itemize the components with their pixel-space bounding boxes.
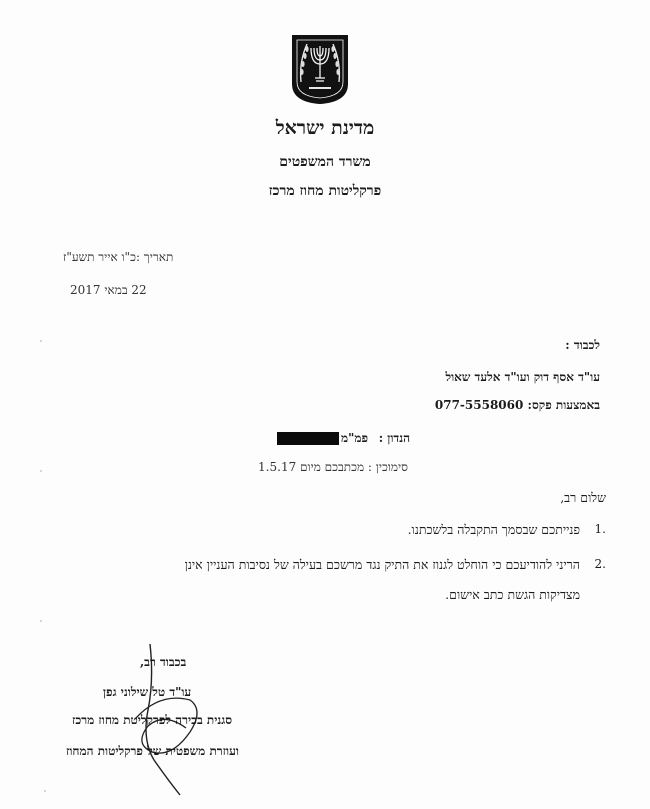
signatory-name: עו"ד טל שילוני גפן <box>103 685 192 699</box>
office-title: פרקליטות מחוז מרכז <box>268 183 382 199</box>
closing: בכבוד רב, <box>140 655 187 669</box>
greeting: שלום רב, <box>560 490 606 505</box>
case-prefix-line <box>277 431 368 446</box>
gregorian-date: 22 במאי 2017 <box>70 283 147 297</box>
signatory-title-1: סגנית בכירה לפרקליטת מחוז מרכז <box>72 713 233 727</box>
scan-speck <box>40 470 42 472</box>
item2-line2: מצדיקות הגשת כתב אישום. <box>445 587 580 602</box>
state-title: מדינת ישראל <box>275 117 375 139</box>
scan-speck <box>40 340 42 342</box>
recipient-names: עו"ד אסף דוק ועו"ד אלעד שאול <box>445 370 600 384</box>
item-number: 1. <box>594 522 606 536</box>
ministry-title: משרד המשפטים <box>279 154 371 170</box>
case-prefix: פמ"מ <box>340 431 368 445</box>
redaction-block <box>277 432 339 445</box>
scan-speck <box>44 790 46 792</box>
state-emblem-icon <box>289 32 351 106</box>
to-label: לכבוד : <box>565 338 600 352</box>
item-number: 2. <box>594 557 606 571</box>
item2-line1: הריני להודיעכם כי הוחלט לגנוז את התיק נגד מרשכם בעילה של נסיבות העניין אינן <box>184 557 580 572</box>
signatory-title-2: ועוזרת משפטית של פרקליטות המחוז <box>66 744 239 758</box>
subject-label: הנדון : <box>378 431 410 445</box>
scan-speck <box>40 620 42 622</box>
fax-line: באמצעות פקס: 077-5558060 <box>434 398 600 412</box>
reference-line: סימוכין : מכתבכם מיום 1.5.17 <box>258 460 408 474</box>
item1-text: פנייתכם שבסמך התקבלה בלשכתנו. <box>407 522 580 537</box>
hebrew-date: תאריך :כ"ו אייר תשע"ז <box>63 250 174 264</box>
